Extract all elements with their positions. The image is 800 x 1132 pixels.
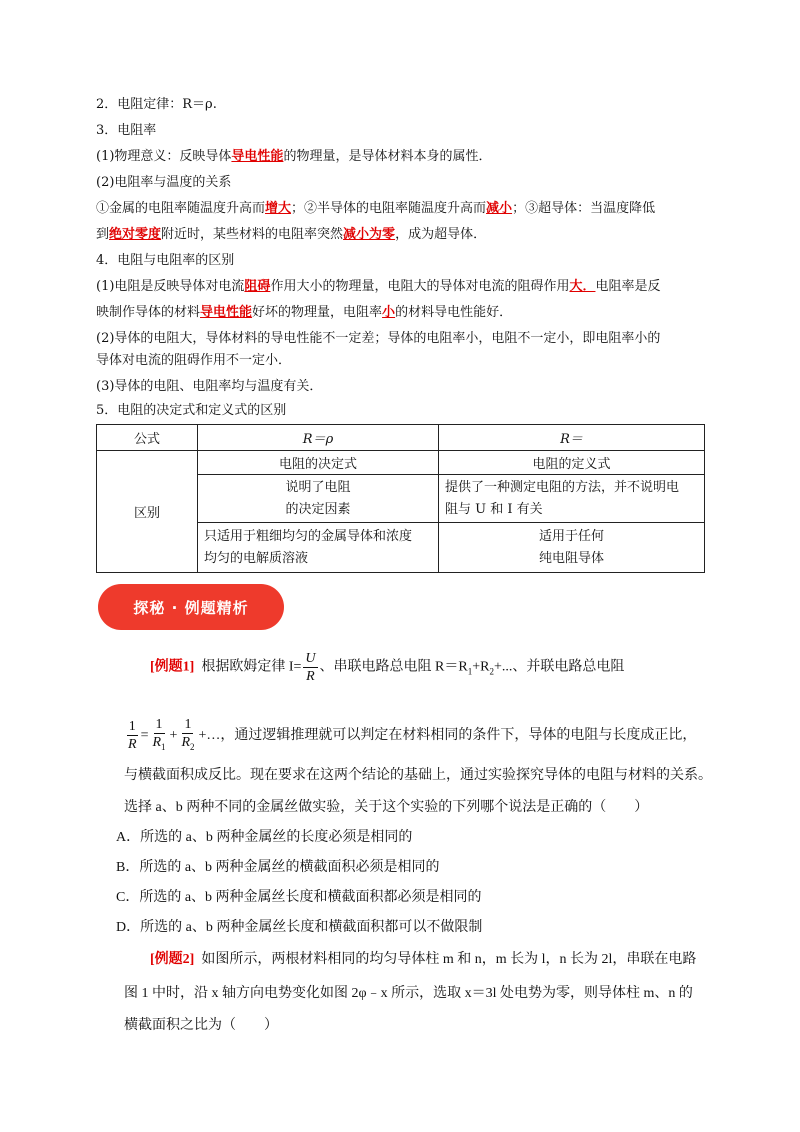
line-resistivity-heading: 3．电阻率 [96, 123, 157, 138]
parallel-total-fraction: $\frac{1}{R}$ [128, 719, 137, 753]
line-difference-2b: 导体对电流的阻碍作用不一定小． [96, 353, 292, 368]
table-header-defining: R＝ [439, 425, 705, 451]
option-a: A．所选的 a、b 两种金属丝的长度必须是相同的 [116, 830, 413, 845]
line-formula-heading: 5．电阻的决定式和定义式的区别 [96, 403, 287, 418]
formula-comparison-table [96, 424, 705, 573]
table-header-formula: 公式 [97, 425, 198, 451]
example1-line2: $\frac{1}{R}$ = $\frac{1}{R_1}$ + $\frac{1}{R_2}$ +…，通过逻辑推理就可以判定在材料相同的条件下，导体的电阻与长度成正比， [124, 716, 696, 756]
line-temperature-relation: (2)电阻率与温度的关系 [96, 175, 232, 190]
table-row [97, 451, 705, 475]
option-c: C．所选的 a、b 两种金属丝长度和横截面积都必须是相同的 [116, 890, 482, 905]
line-superconductor: 到绝对零度附近时，某些材料的电阻率突然减小为零，成为超导体． [96, 227, 487, 242]
example1-line1: [例题1] 根据欧姆定律 I= $\frac{U}{R}$ 、串联电路总电阻 $R=R_1+R_2+$...、并联电路总电阻 [150, 651, 625, 684]
line-difference-3: (3)导体的电阻、电阻率均与温度有关． [96, 379, 323, 394]
example2-line1: [例题2] 如图所示，两根材料相同的均匀导体柱 m 和 n，m 长为 l，n 长为 2l，串联在电路 [150, 952, 697, 967]
line-difference-2a: (2)导体的电阻大，导体材料的导电性能不一定差；导体的电阻率小，电阻不一定小，即电阻率小的 [96, 331, 661, 346]
table-header-determining: R＝ρ [198, 425, 439, 451]
line-physical-meaning: (1)物理意义：反映导体导电性能的物理量，是导体材料本身的属性． [96, 149, 492, 164]
table-cell: 电阻的定义式 [439, 451, 705, 475]
table-cell: 说明了电阻 的决定因素 [198, 475, 439, 523]
line-difference-heading: 4．电阻与电阻率的区别 [96, 253, 235, 268]
example2-line2: 图 1 中时，沿 x 轴方向电势变化如图 2φ﹣x 所示，选取 x＝3l 处电势为零，则导体柱 m、n 的 [124, 986, 693, 1001]
example1-question: 选择 a、b 两种不同的金属丝做实验，关于这个实验的下列哪个说法是正确的（ ） [124, 800, 649, 815]
line-metal-semiconductor: ①金属的电阻率随温度升高而增大；②半导体的电阻率随温度升高而减小；③超导体：当温度降低 [96, 201, 656, 216]
example2-tag: [例题2] [150, 952, 195, 967]
table-cell: 只适用于粗细均匀的金属导体和浓度 均匀的电解质溶液 [198, 523, 439, 573]
example1-tag: [例题1] [150, 659, 195, 675]
example-section-banner: 探秘 · 例题精析 [98, 584, 284, 630]
option-b: B．所选的 a、b 两种金属丝的横截面积必须是相同的 [116, 860, 440, 875]
parallel-r2-fraction: $\frac{1}{R_2}$ [181, 717, 195, 752]
table-row-label: 区别 [97, 451, 198, 573]
line-difference-1b: 映制作导体的材料导电性能好坏的物理量，电阻率小的材料导电性能好． [96, 305, 513, 320]
example1-line3: 与横截面积成反比。现在要求在这两个结论的基础上，通过实验探究导体的电阻与材料的关系。 [124, 768, 712, 783]
table-cell: 适用于任何 纯电阻导体 [439, 523, 705, 573]
table-row [97, 425, 705, 451]
line-difference-1a: (1)电阻是反映导体对电流阻碍作用大小的物理量，电阻大的导体对电流的阻碍作用大．电阻率是反 [96, 279, 661, 294]
ohm-law-fraction: $\frac{U}{R}$ [305, 651, 316, 684]
example2-line3: 横截面积之比为（ ） [124, 1018, 278, 1033]
parallel-r1-fraction: $\frac{1}{R_1}$ [152, 717, 166, 752]
table-cell: 提供了一种测定电阻的方法，并不说明电 阻与 U 和 I 有关 [439, 475, 705, 523]
option-d: D．所选的 a、b 两种金属丝长度和横截面积都可以不做限制 [116, 920, 483, 935]
line-resistance-law: 2．电阻定律：R＝ρ. [96, 97, 217, 112]
table-cell: 电阻的决定式 [198, 451, 439, 475]
